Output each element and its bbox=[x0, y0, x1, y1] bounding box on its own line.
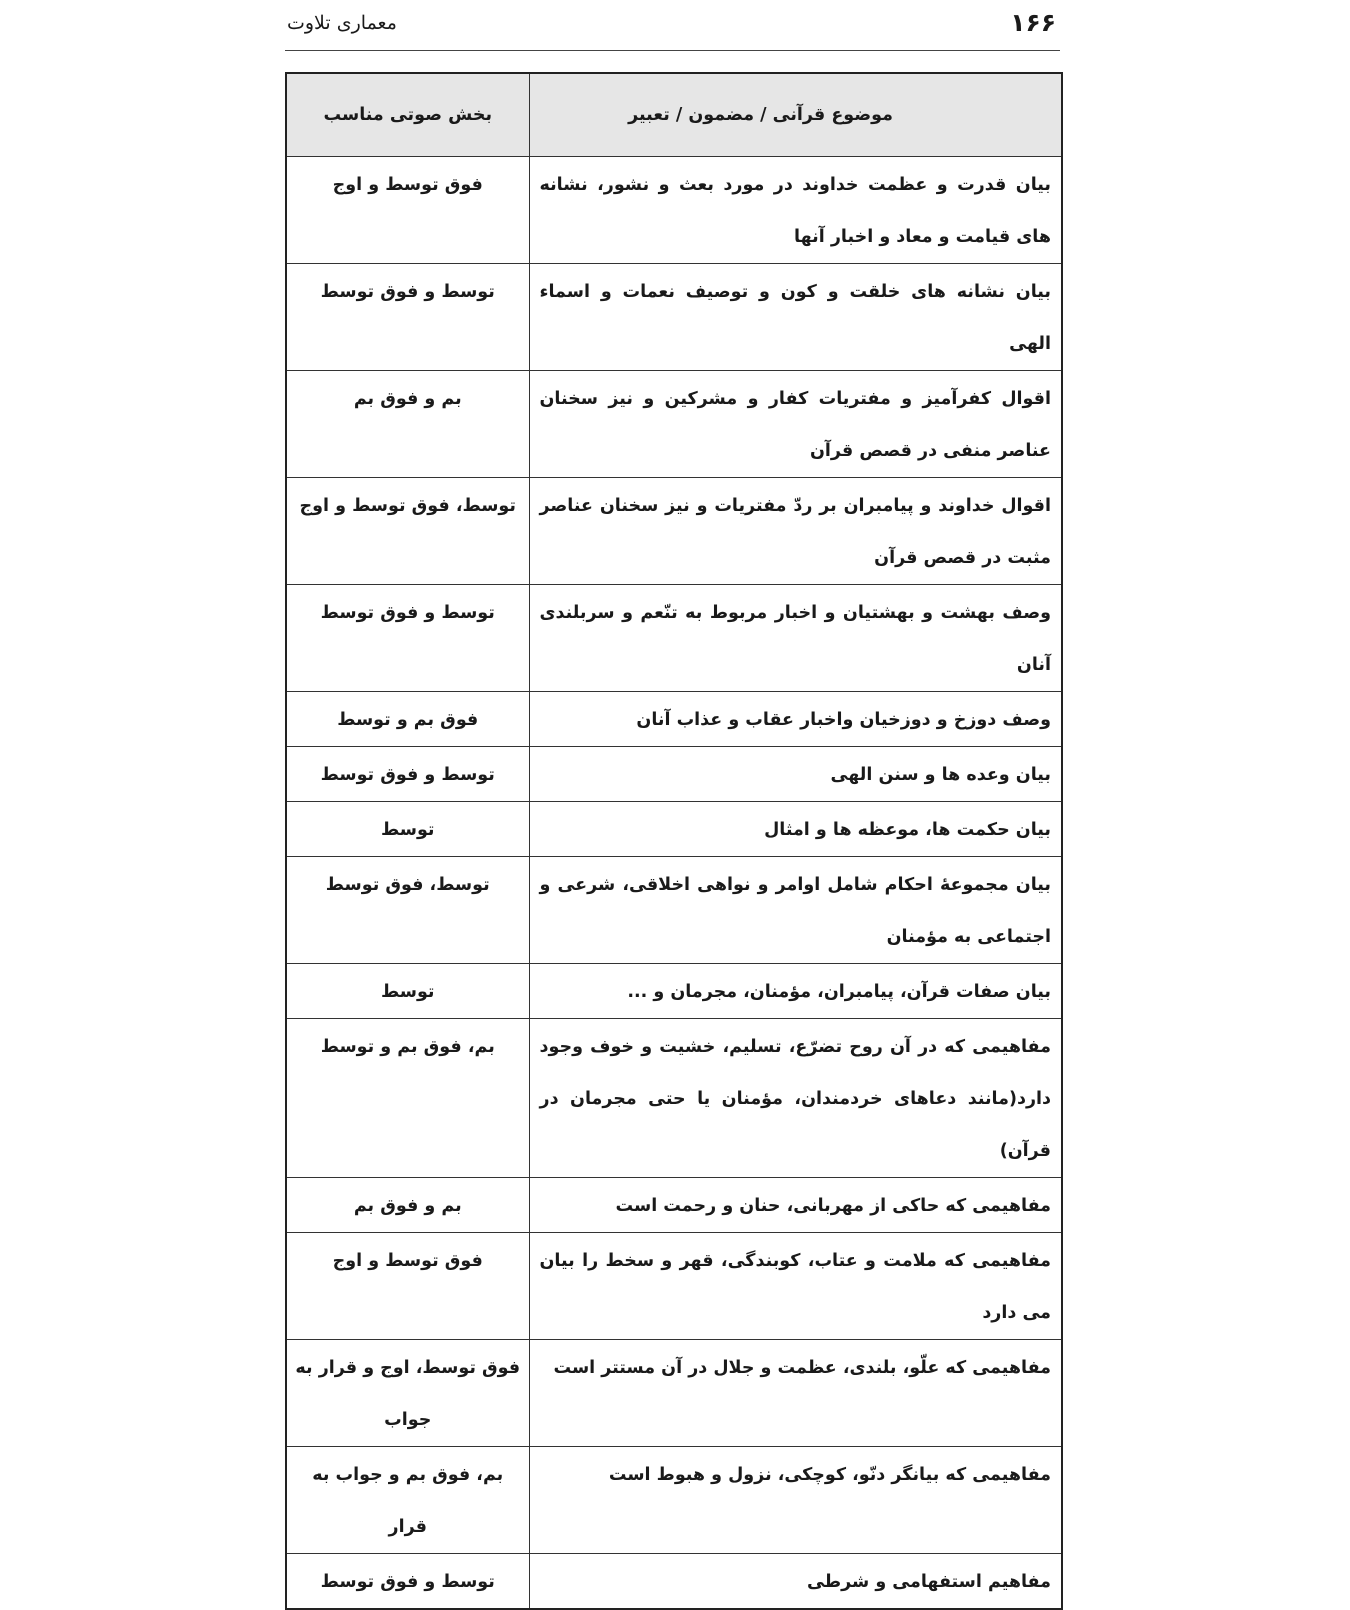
table-row bbox=[286, 1340, 1062, 1447]
topic-cell: مفاهیمی که علّو، بلندی، عظمت و جلال در آن مستتر است bbox=[529, 1340, 1062, 1447]
sound-range-cell: توسط bbox=[286, 964, 529, 1019]
topic-cell: مفاهیمی که ملامت و عتاب، کوبندگی، قهر و سخط را بیان می دارد bbox=[529, 1233, 1062, 1340]
topic-cell: مفاهیمی که در آن روح تضرّع، تسلیم، خشیت و خوف وجود دارد(مانند دعاهای خردمندان، مؤمنان یا حتی مجرمان در قرآن) bbox=[529, 1019, 1062, 1178]
table-row bbox=[286, 964, 1062, 1019]
table-row bbox=[286, 747, 1062, 802]
table-row bbox=[286, 371, 1062, 478]
table-row bbox=[286, 478, 1062, 585]
topic-cell: مفاهیمی که حاکی از مهربانی، حنان و رحمت است bbox=[529, 1178, 1062, 1233]
sound-range-cell: بم، فوق بم و جواب به قرار bbox=[286, 1447, 529, 1554]
sound-range-cell: بم و فوق بم bbox=[286, 1178, 529, 1233]
sound-range-cell: فوق بم و توسط bbox=[286, 692, 529, 747]
table-header-row bbox=[286, 73, 1062, 157]
sound-range-cell: بم و فوق بم bbox=[286, 371, 529, 478]
recitation-table bbox=[285, 72, 1063, 1610]
sound-range-cell: توسط، فوق توسط bbox=[286, 857, 529, 964]
sound-range-cell: فوق توسط و اوج bbox=[286, 1233, 529, 1340]
table-row bbox=[286, 1019, 1062, 1178]
table-row bbox=[286, 802, 1062, 857]
topic-cell: بیان قدرت و عظمت خداوند در مورد بعث و نشور، نشانه های قیامت و معاد و اخبار آنها bbox=[529, 157, 1062, 264]
topic-cell: بیان حکمت ها، موعظه ها و امثال bbox=[529, 802, 1062, 857]
topic-cell: بیان نشانه های خلقت و کون و توصیف نعمات و اسماء الهی bbox=[529, 264, 1062, 371]
topic-cell: بیان مجموعهٔ احکام شامل اوامر و نواهی اخلاقی، شرعی و اجتماعی به مؤمنان bbox=[529, 857, 1062, 964]
book-title: معماری تلاوت bbox=[287, 12, 397, 34]
column-header-topic: موضوع قرآنی / مضمون / تعبیر bbox=[529, 73, 1062, 157]
page-number: ۱۶۶ bbox=[1010, 8, 1056, 37]
table-row bbox=[286, 157, 1062, 264]
column-header-sound-range: بخش صوتی مناسب bbox=[286, 73, 529, 157]
topic-cell: بیان صفات قرآن، پیامبران، مؤمنان، مجرمان و ... bbox=[529, 964, 1062, 1019]
table-row bbox=[286, 1233, 1062, 1340]
table-row bbox=[286, 585, 1062, 692]
topic-cell: اقوال کفرآمیز و مفتریات کفار و مشرکین و نیز سخنان عناصر منفی در قصص قرآن bbox=[529, 371, 1062, 478]
sound-range-cell: فوق توسط، اوج و قرار به جواب bbox=[286, 1340, 529, 1447]
table-row bbox=[286, 692, 1062, 747]
topic-cell: اقوال خداوند و پیامبران بر ردّ مفتریات و نیز سخنان عناصر مثبت در قصص قرآن bbox=[529, 478, 1062, 585]
sound-range-cell: فوق توسط و اوج bbox=[286, 157, 529, 264]
sound-range-cell: بم، فوق بم و توسط bbox=[286, 1019, 529, 1178]
sound-range-cell: توسط و فوق توسط bbox=[286, 585, 529, 692]
topic-cell: مفاهیم استفهامی و شرطی bbox=[529, 1554, 1062, 1610]
topic-cell: وصف دوزخ و دوزخیان واخبار عقاب و عذاب آنان bbox=[529, 692, 1062, 747]
sound-range-cell: توسط و فوق توسط bbox=[286, 264, 529, 371]
sound-range-cell: توسط، فوق توسط و اوج bbox=[286, 478, 529, 585]
sound-range-cell: توسط و فوق توسط bbox=[286, 747, 529, 802]
page-header bbox=[285, 0, 1060, 51]
topic-cell: بیان وعده ها و سنن الهی bbox=[529, 747, 1062, 802]
sound-range-cell: توسط bbox=[286, 802, 529, 857]
table-row bbox=[286, 264, 1062, 371]
topic-cell: مفاهیمی که بیانگر دنّو، کوچکی، نزول و هبوط است bbox=[529, 1447, 1062, 1554]
table-row bbox=[286, 1178, 1062, 1233]
sound-range-cell: توسط و فوق توسط bbox=[286, 1554, 529, 1610]
topic-cell: وصف بهشت و بهشتیان و اخبار مربوط به تنّعم و سربلندی آنان bbox=[529, 585, 1062, 692]
table-row bbox=[286, 1447, 1062, 1554]
table-row bbox=[286, 1554, 1062, 1610]
table-row bbox=[286, 857, 1062, 964]
